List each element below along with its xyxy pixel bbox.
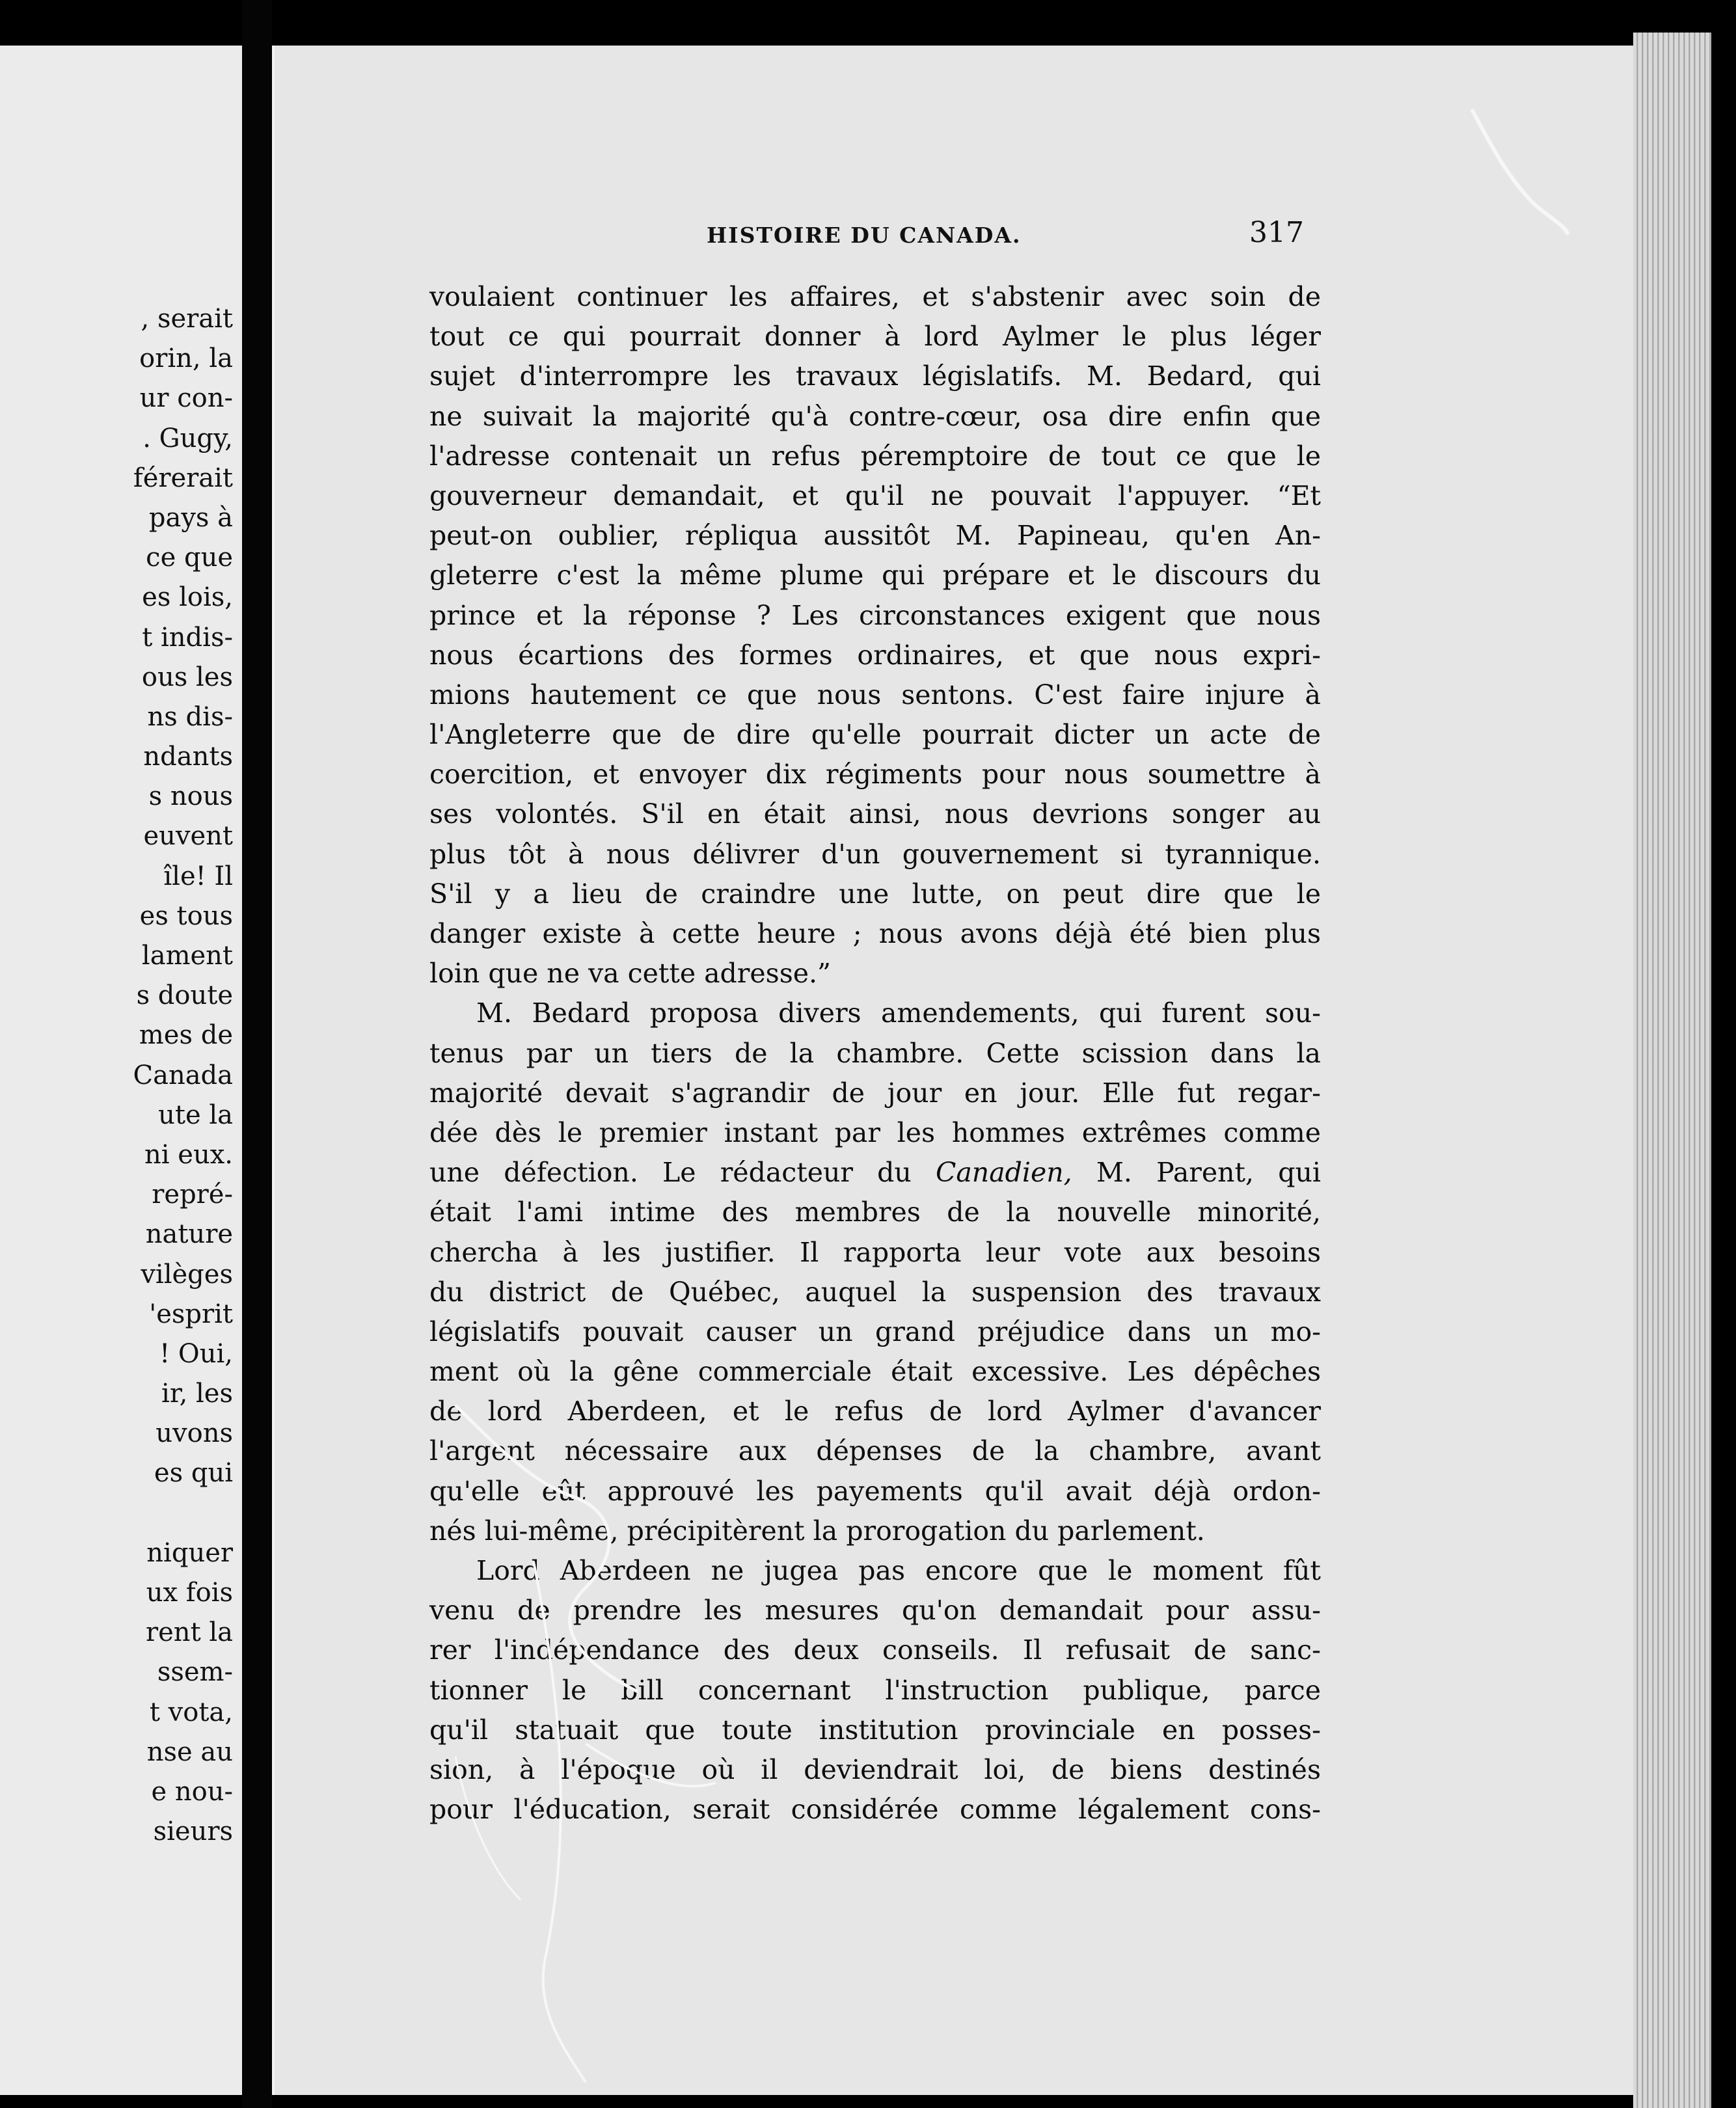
text-line: gleterre c'est la même plume qui prépare et le discours du <box>429 560 1321 591</box>
text-line: chercha à les justifier. Il rapporta leur vote aux besoins <box>429 1236 1321 1268</box>
left-line: ni eux. <box>144 1139 233 1170</box>
text-line: voulaient continuer les affaires, et s'abstenir avec soin de <box>429 281 1321 312</box>
text-line: ment où la gêne commerciale était excessive. Les dépêches <box>429 1356 1321 1388</box>
text-line-with-italic <box>429 1153 1321 1193</box>
left-line <box>133 1494 233 1534</box>
text-line: sujet d'interrompre les travaux législatifs. M. Bedard, qui <box>429 360 1321 392</box>
left-line: , serait <box>141 304 233 334</box>
text-line: pour l'éducation, serait considérée comme légalement cons- <box>429 1794 1321 1826</box>
left-line: mes de <box>139 1020 233 1051</box>
left-line: ute la <box>158 1100 233 1130</box>
left-line: pays à <box>148 502 233 533</box>
left-line: férerait <box>133 463 233 493</box>
page-edges <box>1633 33 1711 2108</box>
left-line: repré- <box>152 1180 233 1210</box>
left-line: t indis- <box>142 622 233 653</box>
text-line: législatifs pouvait causer un grand préjudice dans un mo- <box>429 1316 1321 1347</box>
text-line: ne suivait la majorité qu'à contre-cœur, osa dire enfin que <box>429 400 1321 432</box>
left-line: ndants <box>143 742 233 772</box>
text-line: M. Bedard proposa divers amendements, qui furent sou- <box>476 997 1321 1029</box>
left-line: nature <box>145 1219 233 1250</box>
left-line: es tous <box>139 900 233 931</box>
left-line: ux fois <box>146 1578 233 1608</box>
left-line: lament <box>141 941 233 971</box>
left-line: uvons <box>156 1418 233 1449</box>
text-line: l'adresse contenait un refus péremptoire de tout ce que le <box>429 440 1321 472</box>
page-header <box>707 216 1304 255</box>
left-line: . Gugy, <box>142 423 233 453</box>
newspaper-title: Canadien, <box>935 1157 1072 1189</box>
text-line: mions hautement ce que nous sentons. C'est faire injure à <box>429 679 1321 710</box>
text-line: peut-on oublier, répliqua aussitôt M. Papineau, qu'en An- <box>429 520 1321 552</box>
text-line: tenus par un tiers de la chambre. Cette scission dans la <box>429 1037 1321 1069</box>
left-line: euvent <box>143 821 233 852</box>
left-line: ce que <box>146 543 233 573</box>
text-line: dée dès le premier instant par les hommes extrêmes comme <box>429 1116 1321 1148</box>
text-line: gouverneur demandait, et qu'il ne pouvait l'appuyer. “Et <box>429 480 1321 511</box>
text-line: rer l'indépendance des deux conseils. Il refusait de sanc- <box>429 1634 1321 1666</box>
left-line: île! Il <box>163 861 233 891</box>
left-line: rent la <box>146 1617 233 1648</box>
text-segment: une défection. Le rédacteur du <box>429 1157 912 1189</box>
left-line: 'esprit <box>149 1299 233 1329</box>
left-line: nse au <box>146 1736 233 1767</box>
left-line: ! Oui, <box>159 1338 233 1369</box>
text-line: sion, à l'époque où il deviendrait loi, de biens destinés <box>429 1753 1321 1785</box>
text-segment: M. Parent, qui <box>1096 1157 1321 1189</box>
text-line: S'il y a lieu de craindre une lutte, on peut dire que le <box>429 878 1321 910</box>
left-line: es qui <box>154 1458 233 1489</box>
left-line: ous les <box>141 662 233 692</box>
text-line: était l'ami intime des membres de la nouvelle minorité, <box>429 1196 1321 1228</box>
left-line: s nous <box>148 781 233 812</box>
text-line: Lord Aberdeen ne jugea pas encore que le moment fût <box>476 1555 1321 1586</box>
text-line: loin que ne va cette adresse.” <box>429 958 832 990</box>
text-line: nous écartions des formes ordinaires, et que nous expri- <box>429 639 1321 671</box>
left-line: t vota, <box>149 1697 233 1727</box>
running-head: HISTOIRE DU CANADA. <box>707 223 1022 248</box>
left-line: s doute <box>136 980 233 1011</box>
left-line: ir, les <box>161 1379 233 1409</box>
left-line: ssem- <box>157 1657 233 1688</box>
text-line: coercition, et envoyer dix régiments pour nous soumettre à <box>429 759 1321 790</box>
left-line: ns dis- <box>147 701 233 732</box>
text-line: venu de prendre les mesures qu'on demandait pour assu- <box>429 1595 1321 1627</box>
left-line: niquer <box>146 1537 233 1568</box>
text-line: du district de Québec, auquel la suspension des travaux <box>429 1276 1321 1308</box>
text-line: qu'il statuait que toute institution provinciale en posses- <box>429 1714 1321 1746</box>
left-line: orin, la <box>139 344 233 374</box>
text-line: prince et la réponse ? Les circonstances exigent que nous <box>429 599 1321 631</box>
left-line: es lois, <box>142 582 233 613</box>
page-number: 317 <box>1249 216 1304 249</box>
text-line: de lord Aberdeen, et le refus de lord Aylmer d'avancer <box>429 1396 1321 1427</box>
left-line: e nou- <box>151 1776 233 1807</box>
text-line: l'Angleterre que de dire qu'elle pourrait dicter un acte de <box>429 719 1321 751</box>
text-line: tionner le bill concernant l'instruction publique, parce <box>429 1674 1321 1706</box>
text-line: qu'elle eût approuvé les payements qu'il avait déjà ordon- <box>429 1475 1321 1507</box>
text-line: danger existe à cette heure ; nous avons déjà été bien plus <box>429 918 1321 949</box>
left-line: ur con- <box>139 383 233 414</box>
left-page <box>0 46 242 2095</box>
left-line: sieurs <box>153 1817 233 1847</box>
text-line: tout ce qui pourrait donner à lord Aylmer le plus léger <box>429 321 1321 353</box>
text-line: ses volontés. S'il en était ainsi, nous devrions songer au <box>429 798 1321 830</box>
left-page-text-fragments <box>133 299 233 1852</box>
text-line: nés lui-même, précipitèrent la prorogation du parlement. <box>429 1515 1205 1547</box>
text-line: majorité devait s'agrandir de jour en jour. Elle fut regar- <box>429 1077 1321 1109</box>
text-line: l'argent nécessaire aux dépenses de la chambre, avant <box>429 1435 1321 1467</box>
book-gutter <box>242 0 272 2108</box>
left-line: vilèges <box>141 1259 233 1290</box>
left-line: Canada <box>133 1060 233 1090</box>
text-line: plus tôt à nous délivrer d'un gouvernement si tyrannique. <box>429 838 1321 870</box>
body-text <box>429 277 1321 1830</box>
